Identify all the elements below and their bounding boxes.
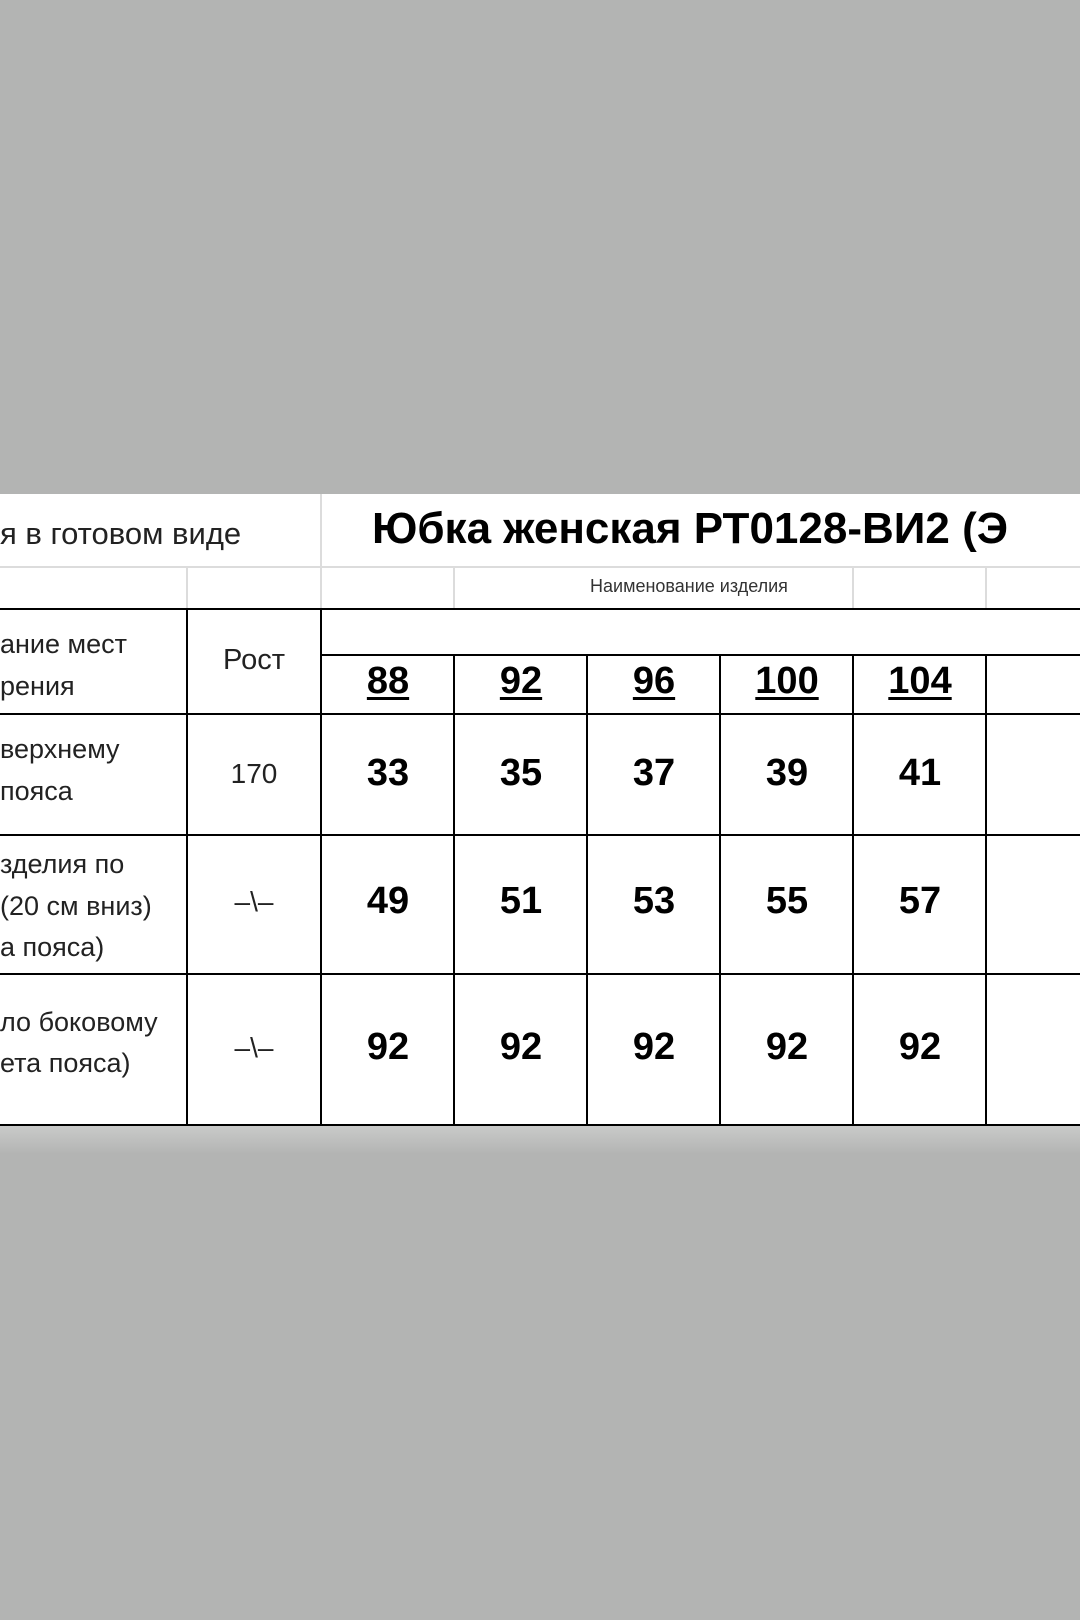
- size-header: 100: [755, 660, 819, 702]
- size-value: 92: [499, 1026, 543, 1068]
- rost-value: –\–: [234, 886, 274, 917]
- size-value: 92: [898, 1026, 942, 1068]
- size-value: 51: [499, 880, 543, 922]
- size-value: 53: [632, 880, 676, 922]
- sheet-shadow: [0, 1126, 1080, 1154]
- row-label-line: зделия по: [0, 849, 125, 879]
- rost-value: 170: [230, 758, 278, 789]
- size-table-sheet: [0, 494, 1080, 1126]
- rost-value: –\–: [234, 1032, 274, 1063]
- row-label-line: (20 см вниз): [0, 891, 152, 921]
- grid-line: [852, 568, 854, 609]
- grid-line: [985, 568, 987, 609]
- left-header: я в готовом виде: [0, 516, 242, 551]
- size-value: 92: [632, 1026, 676, 1068]
- table-border: [320, 654, 1080, 656]
- table-border: [0, 713, 1080, 715]
- row-label-line: пояса: [0, 776, 73, 806]
- size-value: 49: [366, 880, 410, 922]
- size-value: 41: [898, 752, 942, 794]
- row-label-line: ло боковому: [0, 1007, 158, 1037]
- size-header: 88: [366, 660, 410, 702]
- size-value: 35: [499, 752, 543, 794]
- size-header: 104: [888, 660, 952, 702]
- grid-line: [0, 566, 1080, 568]
- size-value: 57: [898, 880, 942, 922]
- row-label-line: верхнему: [0, 734, 120, 764]
- size-header: 92: [499, 660, 543, 702]
- row-label-line: а пояса): [0, 932, 105, 962]
- grid-line: [186, 568, 188, 609]
- table-border: [0, 608, 1080, 610]
- size-value: 92: [366, 1026, 410, 1068]
- product-name-caption: Наименование изделия: [590, 576, 788, 596]
- size-header: 96: [632, 660, 676, 702]
- size-value: 92: [765, 1026, 809, 1068]
- grid-line: [453, 568, 455, 609]
- size-value: 33: [366, 752, 410, 794]
- rost-header: Рост: [223, 644, 285, 676]
- table-border: [0, 973, 1080, 975]
- product-title: Юбка женская РТ0128-ВИ2 (Э: [372, 504, 1009, 553]
- size-value: 37: [632, 752, 676, 794]
- grid-line: [320, 494, 322, 609]
- row-label-line: ета пояса): [0, 1048, 131, 1078]
- size-value: 39: [765, 752, 809, 794]
- measure-header-line: ание мест: [0, 629, 127, 659]
- size-value: 55: [765, 880, 809, 922]
- table-border: [0, 834, 1080, 836]
- measure-header-line: рения: [0, 671, 75, 701]
